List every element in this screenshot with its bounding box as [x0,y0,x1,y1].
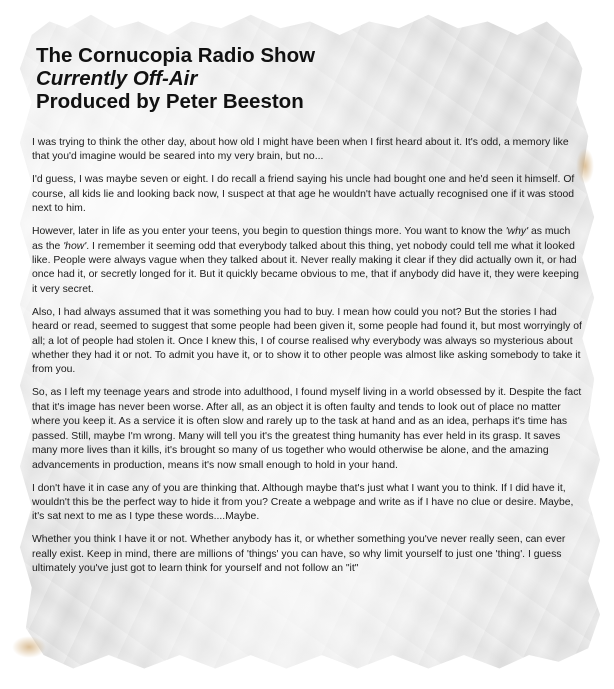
paragraph-6: I don't have it in case any of you are thinking that. Although maybe that's just what I want you to think. If I did have it, wouldn't this be the perfect way to hide it from you? Create a webpage and write as if I have no clue or desire. Maybe, it's sat next to me as I type these words....Maybe. [32,482,574,523]
paragraph-3: However, later in life as you enter your teens, you begin to question things more. You want to know the 'why' as much as the 'how'. I remember it seeming odd that everybody talked about this thing, yet nobody could tell me what it looked like. People were always vague when they talked about it. Never really making it clear if they did actually own it, or had once had it, or secretly longed for it. But it quickly became obvious to me, that if anybody did have it, they were keeping it very secret. [32,226,579,295]
show-status: Currently Off-Air [36,67,198,90]
paragraph-7: Whether you think I have it or not. Whether anybody has it, or whether something you've never really seen, can ever really exist. Keep in mind, there are millions of 'things' you can have, so why limit yourself to just one 'thing'. I guess ultimately you've just got to learn think for yourself and not follow an "it" [32,534,566,575]
emphasis-how: 'how' [63,240,87,252]
show-title: The Cornucopia Radio Show [36,44,316,67]
paragraph-1: I was trying to think the other day, about how old I might have been when I first heard about it. It's odd, a memory like that you'd imagine would be seared into my very brain, but no... [32,137,569,163]
emphasis-why: 'why' [505,226,529,238]
article-body [32,136,582,577]
paragraph-5: So, as I left my teenage years and strode into adulthood, I found myself living in a world obsessed by it. Despite the fact that it's image has never been worse. After all, as an object it is often faulty and tends to look out of place no matter where you keep it. As a service it is often slow and rarely up to the task at hand and as an idea, perhaps it's time has passed. Still, maybe I'm wrong. Many will tell you it's the greatest thing humanity has ever held in its grasp. It saves many more lives than it kills, it's brought so many of us together who would otherwise be alone, and the amazing advancements in production, means it's now small enough to hold in your hand. [32,387,582,471]
paragraph-4: Also, I had always assumed that it was something you had to buy. I mean how could you not? But the stories I had heard or read, seemed to suggest that some people had been given it, some people had found it, but most worryingly of all; a lot of people had stolen it. Once I knew this, I of course realised why everybody was always so mysterious about whether they had it or not. To admit you have it, or to show it to other people was almost like asking somebody to take it from you. [32,306,582,376]
paper-stain [12,636,46,658]
show-producer: Produced by Peter Beeston [36,90,304,113]
show-header [36,44,556,113]
paragraph-2: I'd guess, I was maybe seven or eight. I do recall a friend saying his uncle had bought one and he'd seen it himself. Of course, all kids lie and looking back now, I suspect at that age he wouldn't have actually recognised one if it was stood next to him. [32,174,575,215]
